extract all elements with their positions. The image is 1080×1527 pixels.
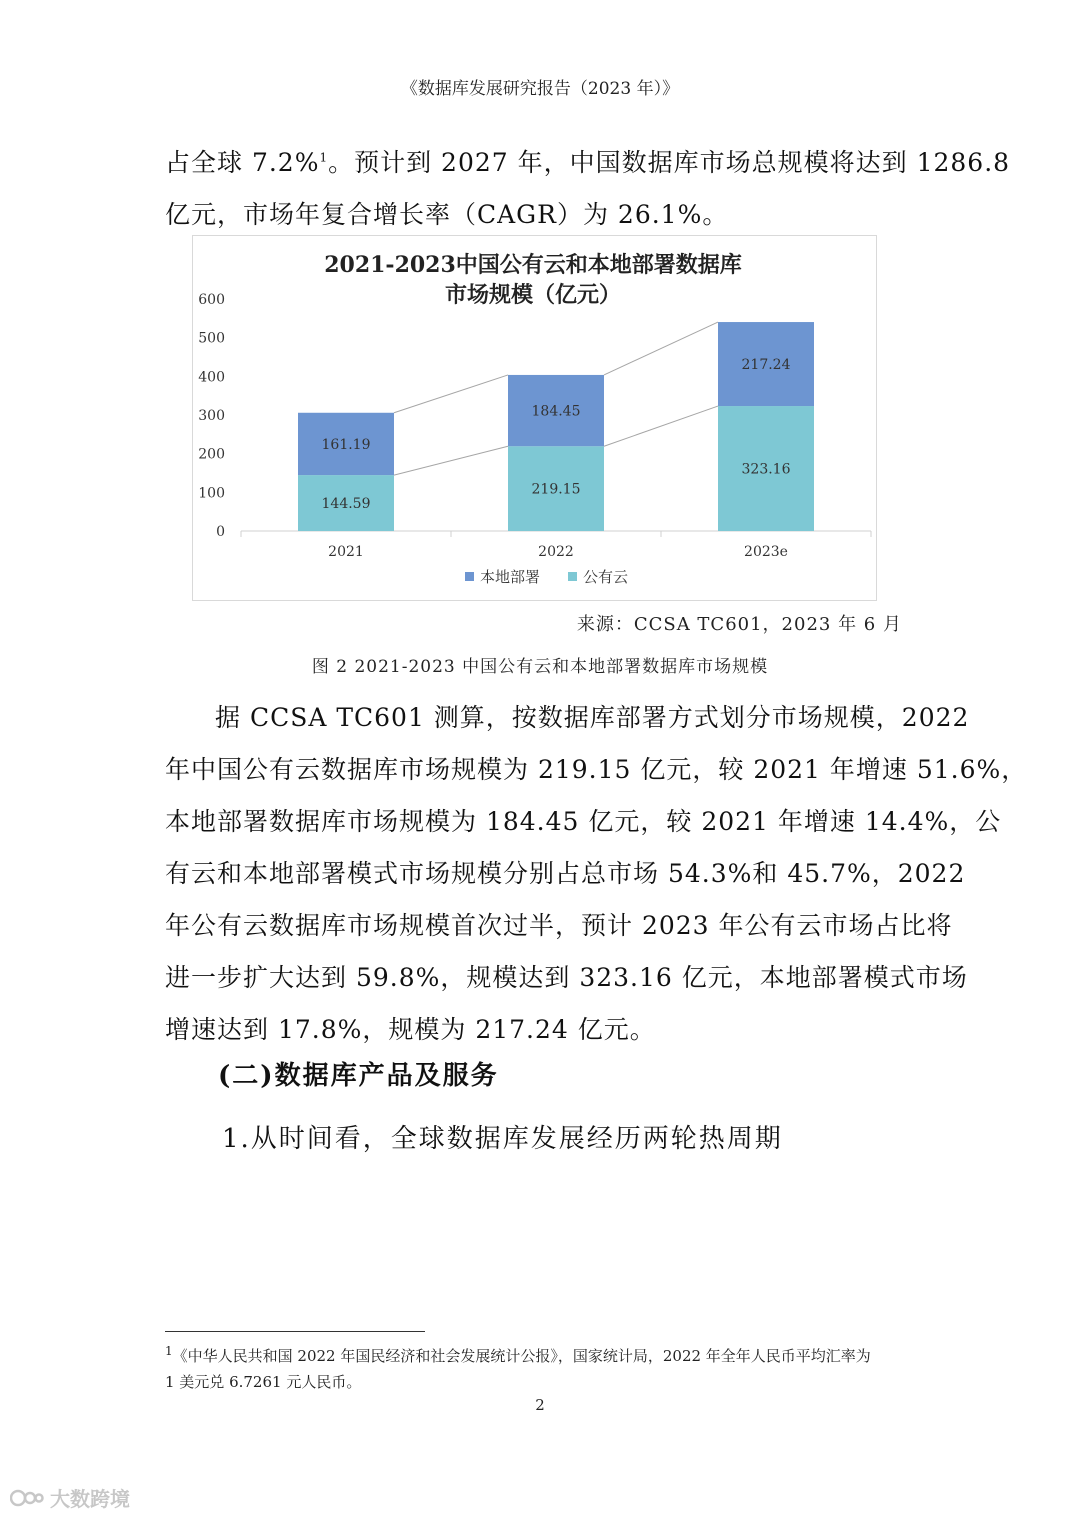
footnote bbox=[165, 1343, 925, 1395]
chart-title-line2: 市场规模（亿元） bbox=[444, 282, 622, 308]
watermark-logo-icon bbox=[10, 1487, 44, 1509]
intro-line1-post: 。预计到 2027 年，中国数据库市场总规模将达到 1286.8 bbox=[328, 148, 1011, 177]
running-header: 《数据库发展研究报告（2023 年）》 bbox=[400, 79, 680, 99]
stacked-bar-chart bbox=[193, 236, 876, 600]
y-tick-label: 600 bbox=[198, 292, 225, 308]
series-line bbox=[394, 375, 508, 413]
subsection-heading: 1.从时间看，全球数据库发展经历两轮热周期 bbox=[222, 1124, 783, 1154]
chart-bars bbox=[298, 322, 814, 531]
legend-swatch bbox=[568, 572, 577, 581]
intro-line1-pre: 占全球 7.2% bbox=[165, 148, 320, 177]
data-label: 184.45 bbox=[531, 403, 581, 420]
x-tick-label: 2023e bbox=[744, 544, 788, 560]
figure-caption: 图 2 2021-2023 中国公有云和本地部署数据库市场规模 bbox=[311, 657, 769, 677]
intro-line2: 亿元，市场年复合增长率（CAGR）为 26.1%。 bbox=[165, 200, 729, 229]
data-label: 217.24 bbox=[741, 357, 791, 374]
body-line: 年公有云数据库市场规模首次过半，预计 2023 年公有云市场占比将 bbox=[165, 911, 953, 940]
y-tick-label: 300 bbox=[198, 408, 225, 424]
series-line bbox=[604, 406, 718, 446]
chart-container bbox=[192, 235, 877, 601]
data-label: 219.15 bbox=[531, 481, 581, 498]
chart-title-line1: 2021-2023中国公有云和本地部署数据库 bbox=[324, 252, 742, 278]
data-label: 144.59 bbox=[321, 496, 371, 513]
footnote-divider bbox=[165, 1331, 425, 1332]
y-tick-label: 100 bbox=[198, 485, 225, 502]
y-tick-label: 500 bbox=[198, 330, 225, 347]
body-paragraph bbox=[165, 692, 1028, 1056]
body-line: 本地部署数据库市场规模为 184.45 亿元，较 2021 年增速 14.4%，公 bbox=[165, 807, 1002, 836]
body-line: 进一步扩大达到 59.8%，规模达到 323.16 亿元，本地部署模式市场 bbox=[165, 963, 968, 992]
legend-swatch bbox=[465, 572, 474, 581]
body-line: 据 CCSA TC601 测算，按数据库部署方式划分市场规模，2022 bbox=[215, 703, 970, 732]
footnote-line2: 1 美元兑 6.7261 元人民币。 bbox=[165, 1373, 362, 1391]
section-heading: (二)数据库产品及服务 bbox=[218, 1061, 499, 1091]
data-label: 161.19 bbox=[321, 436, 371, 453]
x-tick-label: 2021 bbox=[328, 544, 364, 560]
body-line: 有云和本地部署模式市场规模分别占总市场 54.3%和 45.7%，2022 bbox=[165, 859, 966, 888]
chart-source: 来源：CCSA TC601，2023 年 6 月 bbox=[576, 614, 902, 635]
watermark bbox=[10, 1483, 130, 1512]
intro-paragraph bbox=[165, 137, 1011, 241]
body-line: 增速达到 17.8%，规模为 217.24 亿元。 bbox=[165, 1015, 656, 1044]
footnote-ref[interactable]: 1 bbox=[319, 150, 329, 165]
data-label: 323.16 bbox=[741, 461, 791, 478]
page-number: 2 bbox=[535, 1396, 545, 1414]
chart-legend bbox=[465, 568, 628, 586]
footnote-marker: 1 bbox=[165, 1344, 173, 1358]
y-tick-label: 0 bbox=[216, 524, 225, 540]
x-tick-label: 2022 bbox=[538, 544, 574, 560]
watermark-text: 大数跨境 bbox=[50, 1487, 130, 1511]
series-line bbox=[604, 322, 718, 375]
legend-label: 公有云 bbox=[583, 568, 629, 586]
y-tick-label: 200 bbox=[198, 446, 225, 463]
series-line bbox=[394, 446, 508, 475]
legend-label: 本地部署 bbox=[480, 568, 541, 586]
y-tick-label: 400 bbox=[198, 369, 225, 386]
body-line: 年中国公有云数据库市场规模为 219.15 亿元，较 2021 年增速 51.6%， bbox=[165, 755, 1028, 784]
footnote-line1: 《中华人民共和国 2022 年国民经济和社会发展统计公报》，国家统计局，2022 年全年人民币平均汇率为 bbox=[172, 1347, 871, 1365]
